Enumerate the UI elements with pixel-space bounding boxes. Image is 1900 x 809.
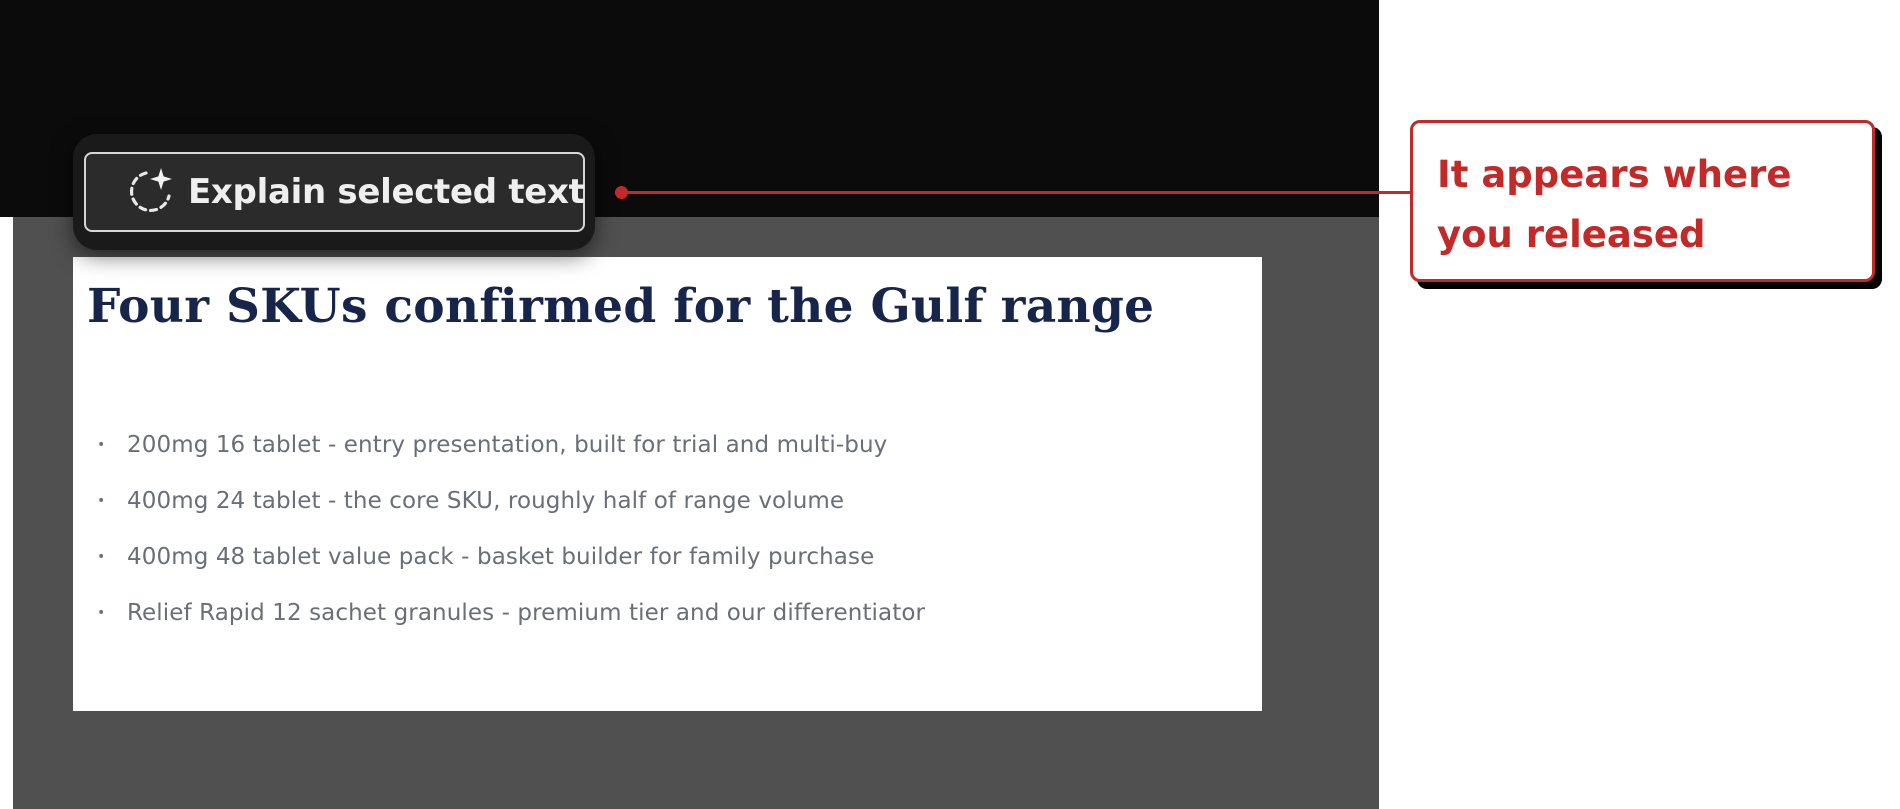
bullet-marker: •: [97, 493, 106, 509]
bullet-text: 200mg 16 tablet - entry presentation, built for trial and multi-buy: [127, 432, 888, 458]
left-edge-notch: [0, 217, 13, 809]
bullet-item: [87, 529, 925, 585]
bullet-text: 400mg 48 tablet value pack - basket builder for family purchase: [127, 544, 875, 570]
callout-text: It appears where you released: [1437, 153, 1792, 256]
bullet-text: 400mg 24 tablet - the core SKU, roughly half of range volume: [127, 488, 845, 514]
bullet-marker: •: [97, 549, 106, 565]
callout-connector-line: [618, 191, 1410, 194]
bullet-item: [87, 585, 925, 641]
bullet-marker: •: [97, 437, 106, 453]
bullet-item: [87, 417, 925, 473]
callout-box: [1410, 120, 1875, 282]
explain-selected-text-button[interactable]: [84, 152, 585, 232]
callout-connector-dot: [615, 186, 628, 199]
bullet-marker: •: [97, 605, 106, 621]
explain-button-label: Explain selected text: [188, 172, 585, 212]
bullet-item: [87, 473, 925, 529]
slide-canvas: [73, 257, 1262, 711]
sparkle-selection-icon: [124, 166, 176, 218]
explain-popup: [73, 134, 595, 250]
bullet-list: [87, 417, 925, 641]
bullet-text: Relief Rapid 12 sachet granules - premium tier and our differentiator: [127, 600, 926, 626]
slide-title: Four SKUs confirmed for the Gulf range: [87, 279, 1155, 334]
